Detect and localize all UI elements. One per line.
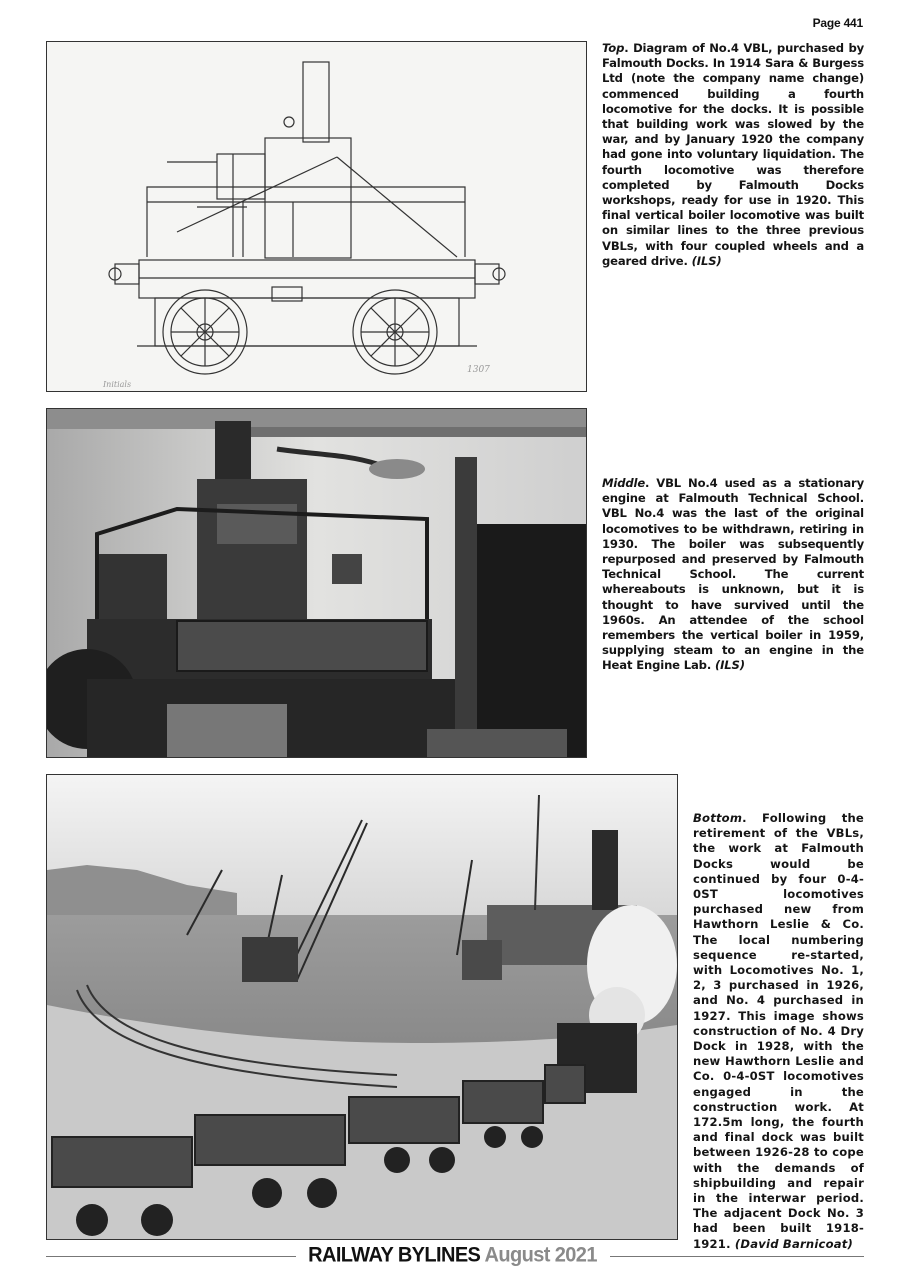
caption-middle-text: . VBL No.4 used as a stationary engine at Falmouth Technical School. VBL No.4 was the last of the original locomotives to be withdrawn, retiring in 1930. The boiler was subsequently repurposed and preserved by Falmouth Technical School. The current whereabouts is unknown, but it is thought to have survived until the 1960s. An attendee of the school remembers the vertical boiler in 1959, supplying steam to an engine in the Heat Engine Lab.	[602, 476, 864, 673]
locomotive-diagram-drawing	[47, 42, 586, 391]
caption-top-credit: (ILS)	[691, 253, 722, 268]
caption-top-text: . Diagram of No.4 VBL, purchased by Falmouth Docks. In 1914 Sara & Burgess Ltd (note the company name change) commenced building a fourth locomotive for the docks. It is possible that building work was slowed by the war, and by January 1920 the company had gone into voluntary liquidation. The fourth locomotive was therefore completed by Falmouth Docks workshops, ready for use in 1920. This final vertical boiler locomotive was built on similar lines to the three previous VBLs, with four coupled wheels and a geared drive.	[602, 41, 864, 268]
footer-issue-date: August 2021	[484, 1243, 597, 1267]
caption-top	[602, 41, 864, 269]
caption-bottom-lead: Bottom	[693, 811, 743, 825]
caption-middle-credit: (ILS)	[714, 658, 745, 673]
footer-masthead	[300, 1243, 605, 1267]
footer-rule-left	[46, 1256, 296, 1257]
caption-bottom-text: . Following the retirement of the VBLs, the work at Falmouth Docks would be continued by four 0-4-0ST locomotives purchased new from Hawthorn Leslie & Co. The local numbering sequence re-started, with Locomotives No. 1, 2, 3 purchased in 1926, and No. 4 purchased in 1927. This image shows construction of No. 4 Dry Dock in 1928, with the new Hawthorn Leslie and Co. 0-4-0ST locomotives engaged in the construction work. At 172.5m long, the fourth and final dock was built between 1926-28 to cope with the demands of shipbuilding and repair in the interwar period. The adjacent Dock No. 3 had been built 1918-1921.	[693, 811, 864, 1251]
footer-rule-right	[610, 1256, 864, 1257]
locomotive-diagram-image	[46, 41, 587, 392]
caption-middle	[602, 476, 864, 674]
dock-construction-scene	[47, 775, 677, 1239]
stationary-engine-scene	[47, 409, 586, 757]
caption-middle-lead: Middle	[602, 476, 646, 490]
stationary-engine-photo	[46, 408, 587, 758]
dock-construction-photo	[46, 774, 678, 1240]
drawing-signature: Initials	[103, 380, 132, 389]
drawing-number: 1307	[467, 365, 490, 375]
caption-bottom	[693, 811, 864, 1252]
page-number: Page 441	[812, 16, 863, 30]
caption-bottom-credit: (David Barnicoat)	[734, 1236, 854, 1251]
caption-top-lead: Top	[602, 41, 625, 55]
footer-magazine-name: RAILWAY BYLINES	[308, 1243, 481, 1267]
